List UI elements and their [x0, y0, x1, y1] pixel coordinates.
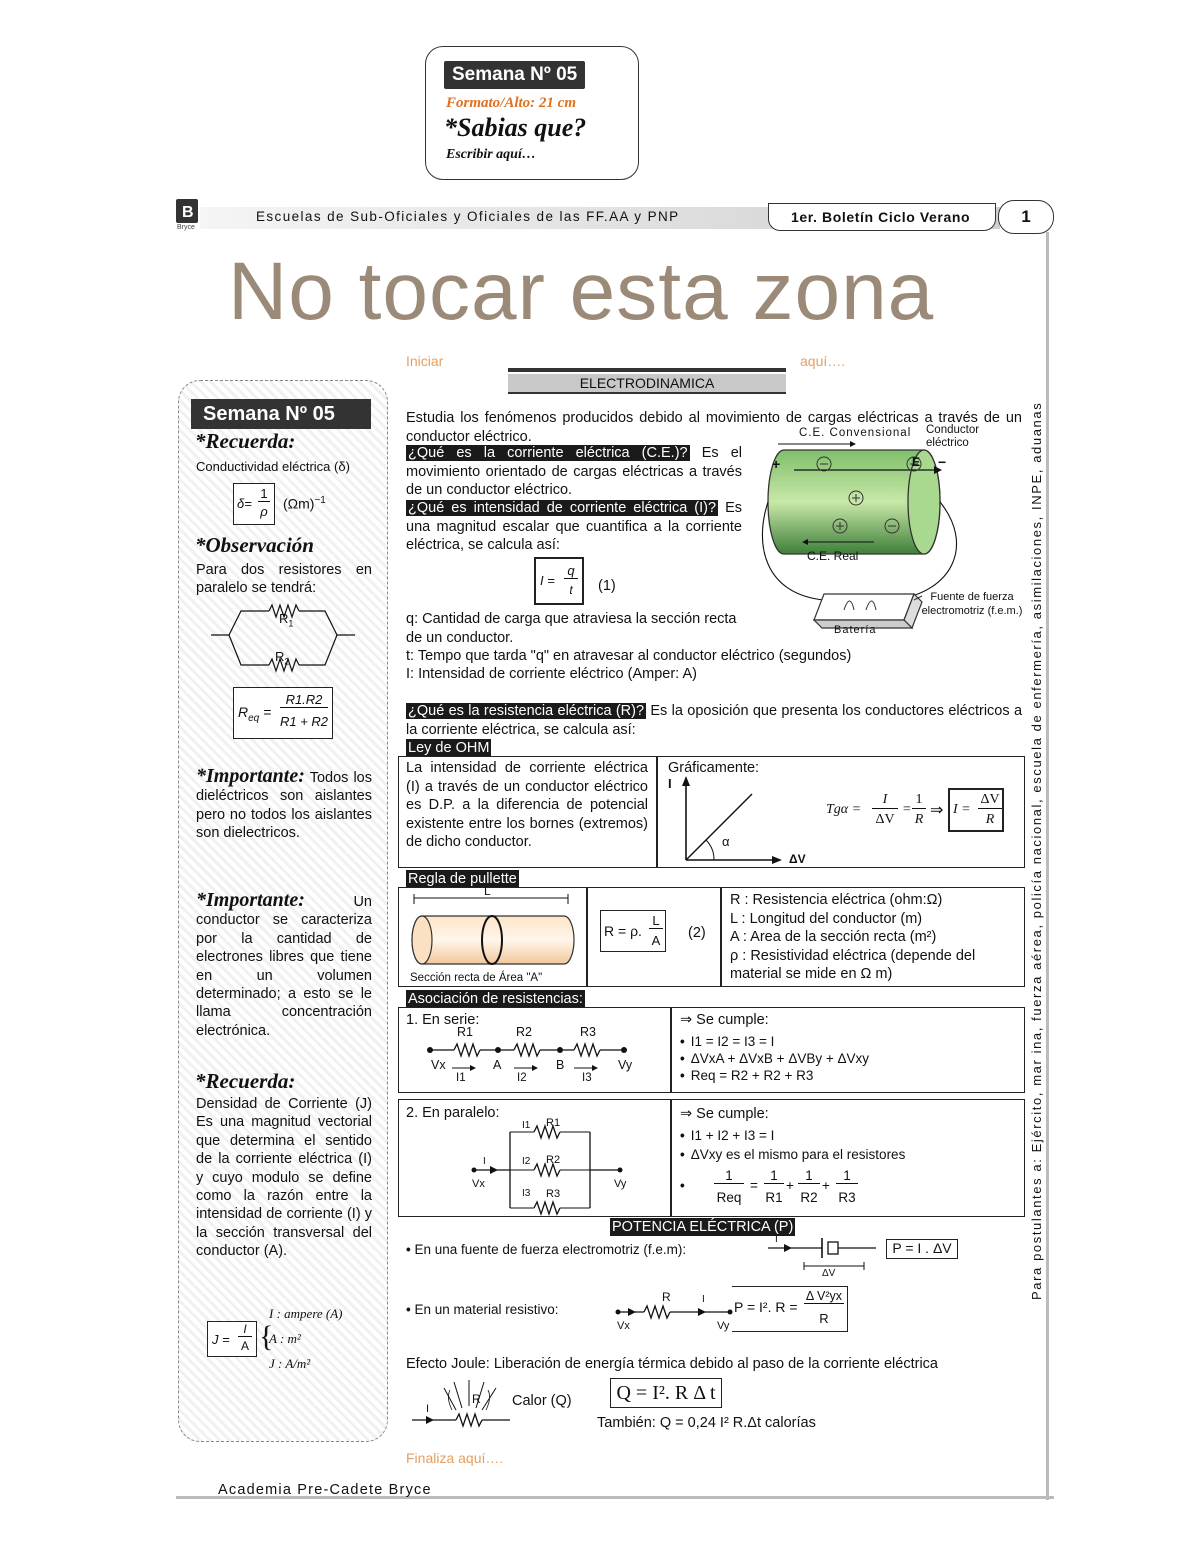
paralelo-item-voltage: • ΔVxy es el mismo para el resistores [680, 1145, 905, 1164]
svg-text:B: B [182, 204, 194, 221]
fig-ce-real: C.E. Real [807, 549, 859, 563]
i-definition: I: Intensidad de corriente eléctrico (Amper: A) [406, 666, 697, 682]
pullette-divider-1 [586, 887, 588, 987]
q1-block [406, 444, 742, 500]
escribir-note: Escribir aquí… [446, 147, 536, 162]
q1-question: ¿Qué es la corriente eléctrica (C.E.)? [408, 445, 688, 461]
joule-circuit [406, 1376, 516, 1434]
par-frac-p1: + [786, 1178, 794, 1193]
pot-fuente-dv-label: ΔV [822, 1268, 836, 1279]
req-num: R1.R2 [280, 692, 328, 708]
pullette-formula [600, 910, 666, 952]
page-number: 1 [998, 200, 1054, 234]
pot-fuente-i-label: I [775, 1234, 778, 1245]
paralelo-cumple: ⇒ Se cumple: [680, 1106, 769, 1122]
week-badge: Semana Nº 05 [444, 61, 585, 89]
j-unit-j: J : A/m² [269, 1356, 311, 1371]
sabias-heading: *Sabias que? [444, 113, 587, 142]
boletin-label: 1er. Boletín Ciclo Verano [768, 203, 996, 231]
par-r1: R1 [546, 1117, 561, 1129]
j-unit-i: I : ampere (A) [269, 1306, 343, 1321]
format-note: Formato/Alto: 21 cm [446, 95, 577, 111]
par-frac-p2: + [822, 1178, 830, 1193]
fig-ce-conv: C.E. Convensional [799, 427, 912, 439]
serie-item-current: • I1 = I2 = I3 = I [680, 1033, 869, 1050]
r2-text: R [275, 649, 285, 664]
paralelo-item-current: • I1 + I2 + I3 = I [680, 1126, 905, 1145]
top-card [425, 46, 639, 180]
q2-question: ¿Qué es intensidad de corriente eléctrica (I)? [408, 500, 717, 516]
importante-1-heading: *Importante: [196, 765, 305, 787]
par-frac-d0: Req [716, 1190, 742, 1205]
par-i1: I1 [522, 1120, 531, 1131]
title-rule-top [508, 368, 786, 372]
sidebar-week-badge [191, 399, 371, 429]
par-frac-n0: 1 [714, 1168, 744, 1184]
tg-num2: 1 [912, 792, 926, 809]
i-num: q [564, 563, 578, 579]
j-num: I [238, 1322, 252, 1337]
j-unit-a: A : m² [269, 1331, 301, 1346]
fig-fuente: Fuente de fuerza electromotriz (f.e.m.) [921, 591, 1023, 617]
footer-academia: Academia Pre-Cadete Bryce [218, 1482, 432, 1498]
req-lhs: $R_{eq}$ = [238, 704, 272, 724]
tg-arrow: ⇒ [930, 802, 944, 819]
pullette-def-r: R : Resistencia eléctrica (ohm:Ω) [730, 892, 943, 908]
recuerda-heading-1: *Recuerda: [195, 429, 296, 453]
pullette-def-a: A : Area de la sección recta (m²) [730, 929, 937, 945]
pot-res-r: R [662, 1290, 671, 1304]
q3-answer: Es la oposición que presenta los conductores eléctricos a la corriente eléctrica, se calcula así: [406, 703, 1023, 738]
pullette-def-l: L : Longitud del conductor (m) [730, 910, 923, 927]
pullette-cylinder [404, 890, 584, 970]
pot-res-vy: Vy [717, 1320, 730, 1332]
pot-fuente-formula: P = I . ΔV [886, 1239, 958, 1259]
q3-question: ¿Qué es la resistencia eléctrica (R)? [408, 703, 645, 719]
pullette-den: A [651, 933, 661, 948]
pot-res-circuit [614, 1296, 734, 1336]
req-lhs-r: R [238, 704, 249, 720]
joule-i: I [426, 1403, 430, 1415]
importante-1 [196, 767, 372, 843]
req-lhs-sub: eq [248, 712, 260, 724]
vertical-postulantes: Para postulantes a: Ejército, mar ina, fuerza aérea, policía nacional, escuela de enfermería, asimilaciones, INPE, aduanas [1029, 401, 1044, 1300]
graph-axis-dv: ΔV [789, 852, 806, 866]
joule-calor: Calor (Q) [512, 1393, 572, 1409]
t-definition: t: Tempo que tarda "q" en atravesar al conductor eléctrico (segundos) [406, 648, 852, 664]
conductividad-units [283, 495, 326, 512]
bryce-logo [176, 199, 198, 223]
section-title: ELECTRODINAMICA [508, 374, 786, 394]
par-frac-d3: R3 [838, 1190, 856, 1205]
serie-i3: I3 [582, 1072, 592, 1084]
req-den: R1 + R2 [279, 714, 329, 729]
r2-label [275, 649, 289, 667]
tg-den2: R [914, 812, 924, 827]
pot-res-formula: P = I². R = [734, 1299, 798, 1315]
banner-text: Escuelas de Sub-Oficiales y Oficiales de las FF.AA y PNP [256, 209, 680, 224]
ohm-text: La intensidad de corriente eléctrica (I) a través de un conductor eléctrico es D.P. a la diferencia de potencial existente entre los bornes (extremos) de dicho conductor. [406, 760, 648, 850]
watermark-no-tocar: No tocar esta zona [228, 246, 935, 337]
tg-eq: = [902, 802, 912, 817]
joule-formula: Q = I². R Δ t [610, 1378, 722, 1408]
fig-bateria: Batería [834, 624, 877, 636]
pullette-definitions [730, 891, 1020, 984]
serie-title: 1. En serie: [406, 1012, 480, 1028]
serie-r2: R2 [516, 1025, 532, 1039]
conductividad-num: 1 [258, 486, 270, 502]
par-i2: I2 [522, 1156, 531, 1167]
pot-resistivo-text: • En un material resistivo: [406, 1302, 559, 1317]
sidebar [178, 380, 388, 1442]
pot-res-i: I [702, 1294, 705, 1305]
iniciar-label: Iniciar [406, 353, 444, 369]
pot-res-vx: Vx [617, 1320, 630, 1332]
r1-text: R [279, 611, 289, 626]
pot-res-formula-box [732, 1286, 848, 1332]
observacion-text: Para dos resistores en paralelo se tendrá: [196, 562, 372, 597]
serie-item-voltage: • ΔVxA + ΔVxB + ΔVBy + ΔVxy [680, 1050, 869, 1067]
recuerda-2-text: Densidad de Corriente (J) Es una magnitud vectorial que determina el sentido de la corriente eléctrica (I) y cuyo modulo se define como la razón entre la intensidad de corriente (I) y la sección transversal del conductor (A). [196, 1096, 372, 1260]
par-frac-n3: 1 [836, 1168, 858, 1184]
pullette-l-label: L [484, 884, 491, 898]
serie-i1: I1 [456, 1072, 466, 1084]
q2-answer: Es una magnitud escalar que cuantifica a la corriente eléctrica, se calcula así: [406, 500, 742, 553]
tg-res-num: ΔV [978, 792, 1002, 809]
par-frac-d1: R1 [765, 1190, 783, 1205]
joule-tambien: También: Q = 0,24 I² R.Δt calorías [597, 1415, 816, 1431]
finaliza-label: Finaliza aquí…. [406, 1450, 504, 1466]
sidebar-week-label: Semana Nº 05 [203, 403, 335, 425]
pullette-seccion-label: Sección recta de Área "A" [410, 972, 543, 984]
potencia-title: POTENCIA ELÉCTRICA (P) [612, 1219, 794, 1235]
r2-sub: 2 [284, 656, 290, 667]
paralelo-title: 2. En paralelo: [406, 1105, 500, 1121]
serie-item-req: • Req = R2 + R2 + R3 [680, 1067, 869, 1084]
tg-res-lhs: I = [953, 802, 971, 817]
tg-formula [826, 792, 1026, 832]
serie-r3: R3 [580, 1025, 596, 1039]
paralelo-circuit [470, 1118, 630, 1216]
importante-2-text: Un conductor se caracteriza por la cantidad de electrones libres que tiene en un volumen determinado; a esto se le llama concentración electrónica. [196, 894, 372, 1039]
ohm-divider [656, 756, 658, 868]
par-i3: I3 [522, 1188, 531, 1199]
conductividad-units-text: (Ωm) [283, 495, 315, 512]
j-lhs: J = [212, 1332, 230, 1347]
par-frac-n2: 1 [798, 1168, 820, 1184]
j-units [269, 1301, 343, 1376]
tg-result-box [948, 788, 1004, 832]
q2-block [406, 499, 742, 555]
q3-block [406, 702, 1022, 739]
fig-e-label: E [912, 455, 921, 469]
joule-r: R [472, 1392, 481, 1406]
serie-b: B [556, 1058, 565, 1072]
pullette-def-rho: ρ : Resistividad eléctrica (depende del material se mide en Ω m) [730, 947, 976, 982]
pullette-title: Regla de pullette [408, 871, 517, 887]
graficamente-label: Gráficamente: [668, 760, 760, 776]
paralelo-divider [670, 1099, 672, 1217]
serie-cumple: ⇒ Se cumple: [680, 1012, 769, 1028]
tg-lhs: Tgα = [826, 802, 862, 817]
par-frac-n1: 1 [764, 1168, 784, 1184]
serie-items [680, 1033, 869, 1084]
tg-res-den: R [985, 812, 995, 827]
eq2-label: (2) [688, 925, 706, 941]
par-vy: Vy [614, 1178, 627, 1190]
fig-minus: − [938, 454, 947, 470]
conductividad-exp: −1 [314, 495, 326, 506]
j-den: A [240, 1339, 249, 1353]
observacion-heading: *Observación [195, 533, 314, 557]
j-brace: { [259, 1320, 274, 1353]
parallel-resistor-diagram [211, 593, 361, 685]
graph-alpha: α [722, 834, 730, 849]
ohm-title: Ley de OHM [408, 740, 490, 756]
importante-2-heading: *Importante: [196, 889, 305, 911]
conductividad-label: Conductividad eléctrica (δ) [196, 459, 350, 474]
intro-text: Estudia los fenómenos producidos debido al movimiento de cargas eléctricas a través de un conductor eléctrico. [406, 410, 1022, 445]
serie-vy: Vy [618, 1058, 633, 1072]
pot-res-den: R [819, 1311, 829, 1326]
eq1-label: (1) [598, 578, 616, 594]
importante-2 [196, 891, 372, 1040]
pullette-num: L [649, 913, 663, 929]
serie-divider [670, 1007, 672, 1093]
conductividad-formula [233, 483, 275, 525]
pot-fuente-label: En una fuente de fuerza electromotriz (f.e.m): [414, 1242, 687, 1257]
r1-label [279, 611, 293, 629]
req-formula [233, 687, 333, 739]
tg-num1: I [872, 792, 898, 809]
serie-r1: R1 [457, 1025, 473, 1039]
i-den: t [569, 583, 573, 597]
par-frac-d2: R2 [800, 1190, 818, 1205]
conductividad-den: ρ [260, 504, 268, 519]
par-frac-eq: = [750, 1178, 758, 1193]
tg-den1: ΔV [875, 812, 895, 827]
fig-plus: + [772, 456, 781, 472]
aqui-label: aquí…. [800, 353, 846, 369]
pot-resistivo-label: En un material resistivo: [414, 1302, 559, 1317]
serie-vx: Vx [431, 1058, 446, 1072]
par-r2: R2 [546, 1154, 561, 1166]
logo-text: Bryce [177, 224, 195, 231]
par-i: I [483, 1156, 486, 1167]
graph-axis-i: I [668, 776, 672, 791]
r1-sub: 1 [288, 618, 294, 629]
par-vx: Vx [472, 1178, 485, 1190]
fig-conductor: Conductor eléctrico [926, 424, 980, 449]
serie-i2: I2 [517, 1072, 527, 1084]
recuerda-heading-2: *Recuerda: [195, 1069, 296, 1093]
i-formula [534, 557, 584, 605]
paralelo-items [680, 1126, 905, 1164]
asociacion-title: Asociación de resistencias: [408, 991, 583, 1007]
joule-text: Efecto Joule: Liberación de energía térmica debido al paso de la corriente eléctrica [406, 1356, 938, 1372]
pot-res-num: Δ V²yx [805, 1289, 843, 1303]
serie-a: A [493, 1058, 502, 1072]
paralelo-req-formula: • 1 Req = 1 R1 + 1 R2 + 1 R3 [680, 1168, 880, 1212]
q1-answer: Es el movimiento orientado de cargas eléctricas a través de un conductor eléctrico. [406, 445, 742, 498]
pullette-divider-2 [720, 887, 722, 987]
pullette-lhs: R = ρ. [604, 923, 642, 939]
i-lhs: I = [540, 573, 555, 588]
j-formula [207, 1321, 257, 1357]
conductividad-lhs: δ= [237, 496, 252, 511]
importante-1-text: Todos los dieléctricos son aislantes pero no todos los aislantes son dielectricos. [196, 770, 372, 842]
pot-fuente-text: • En una fuente de fuerza electromotriz (f.e.m): [406, 1242, 687, 1257]
q-definition: q: Cantidad de carga que atraviesa la sección recta de un conductor. [406, 611, 737, 646]
par-r3: R3 [546, 1188, 561, 1200]
